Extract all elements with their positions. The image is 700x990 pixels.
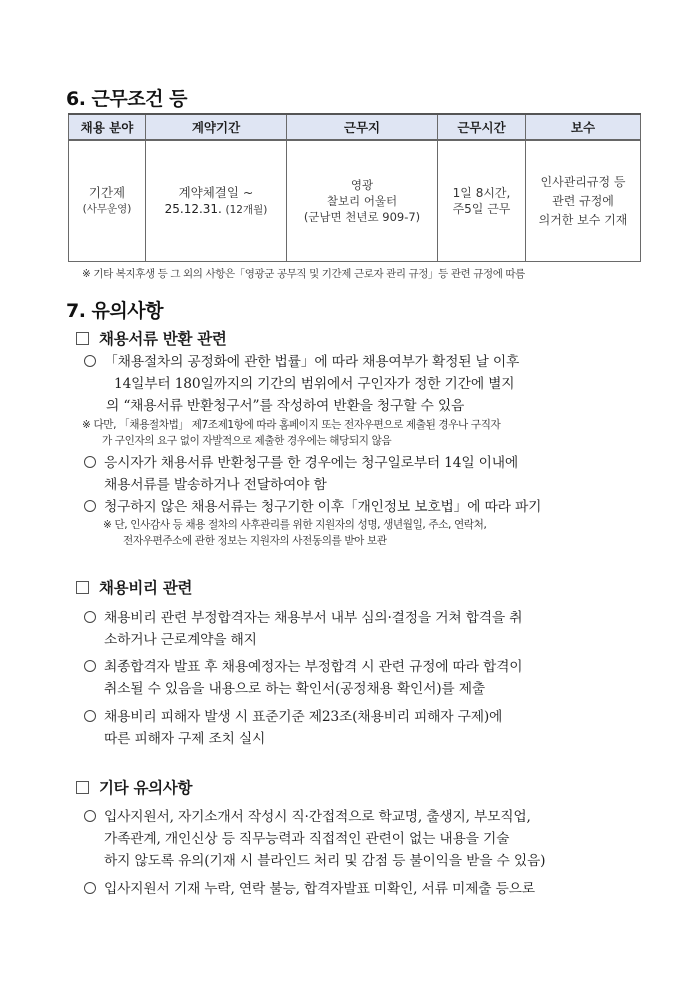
header-location: 근무지 — [287, 114, 438, 140]
header-hours: 근무시간 — [438, 114, 526, 140]
cell-hours: 1일 8시간, 주5일 근무 — [438, 140, 526, 262]
table-row — [69, 140, 641, 262]
cell-period: 계약체결일 ~ 25.12.31. (12개월) — [146, 140, 287, 262]
list-item: 응시자가 채용서류 반환청구를 한 경우에는 청구일로부터 14일 이내에 채용서류를 발송하거나 전달하여야 함 — [84, 452, 518, 496]
bullet-circle-icon — [84, 882, 96, 894]
work-conditions-table — [68, 113, 641, 262]
bullet-circle-icon — [84, 355, 96, 367]
bullet-circle-icon — [84, 611, 96, 623]
list-item: 채용비리 관련 부정합격자는 채용부서 내부 심의·결정을 거쳐 합격을 취 소하거나 근로계약을 해지 — [84, 607, 522, 651]
subsection-hiring-corruption: 채용비리 관련 — [76, 576, 192, 598]
subsection-other-notes: 기타 유의사항 — [76, 776, 192, 798]
bullet-circle-icon — [84, 810, 96, 822]
list-item: 입사지원서, 자기소개서 작성시 직·간접적으로 학교명, 출생지, 부모직업, 가족관계, 개인신상 등 직무능력과 직접적인 관련이 없는 내용을 기술 하지 않도록 유의(기재 시 블라인드 처리 및 감점 등 불이익을 받을 수 있음) — [84, 806, 545, 872]
note-retention: ※ 단, 인사감사 등 채용 절차의 사후관리를 위한 지원자의 성명, 생년월일, 주소, 연락처, 전자우편주소에 관한 정보는 지원자의 사전동의를 받아 보관 — [103, 519, 487, 547]
section-6-title: 6. 근무조건 등 — [66, 88, 187, 110]
section-7-title: 7. 유의사항 — [66, 300, 163, 322]
list-item: 「채용절차의 공정화에 관한 법률」에 따라 채용여부가 확정된 날 이후 14일부터 180일까지의 기간의 범위에서 구인자가 정한 기간에 별지 의 “채용서류 반환청구서”를 작성하여 반환을 청구할 수 있음 — [84, 351, 519, 417]
note-exception: ※ 다만, 「채용절차법」 제7조제1항에 따라 홈페이지 또는 전자우편으로 제출된 경우나 구직자 가 구인자의 요구 없이 자발적으로 제출한 경우에는 해당되지 않음 — [82, 419, 501, 447]
header-field: 채용 분야 — [69, 114, 146, 140]
checkbox-square-icon — [76, 581, 89, 594]
list-item: 입사지원서 기재 누락, 연락 불능, 합격자발표 미확인, 서류 미제출 등으로 — [84, 878, 535, 900]
bullet-circle-icon — [84, 456, 96, 468]
bullet-circle-icon — [84, 660, 96, 672]
checkbox-square-icon — [76, 781, 89, 794]
checkbox-square-icon — [76, 332, 89, 345]
bullet-circle-icon — [84, 710, 96, 722]
header-period: 계약기간 — [146, 114, 287, 140]
cell-field: 기간제 (사무운영) — [69, 140, 146, 262]
section-6-note: ※ 기타 복지후생 등 그 외의 사항은「영광군 공무직 및 기간제 근로자 관리 규정」등 관련 규정에 따름 — [82, 268, 525, 280]
table-header-row — [69, 114, 641, 140]
subsection-document-return: 채용서류 반환 관련 — [76, 327, 227, 349]
cell-location: 영광 찰보리 어울터 (군남면 천년로 909-7) — [287, 140, 438, 262]
list-item: 청구하지 않은 채용서류는 청구기한 이후「개인정보 보호법」에 따라 파기 — [84, 496, 541, 518]
list-item: 최종합격자 발표 후 채용예정자는 부정합격 시 관련 규정에 따라 합격이 취소될 수 있음을 내용으로 하는 확인서(공정채용 확인서)를 제출 — [84, 656, 522, 700]
list-item: 채용비리 피해자 발생 시 표준기준 제23조(채용비리 피해자 구제)에 따른 피해자 구제 조치 실시 — [84, 706, 502, 750]
cell-pay: 인사관리규정 등 관련 규정에 의거한 보수 기재 — [526, 140, 641, 262]
header-pay: 보수 — [526, 114, 641, 140]
bullet-circle-icon — [84, 500, 96, 512]
